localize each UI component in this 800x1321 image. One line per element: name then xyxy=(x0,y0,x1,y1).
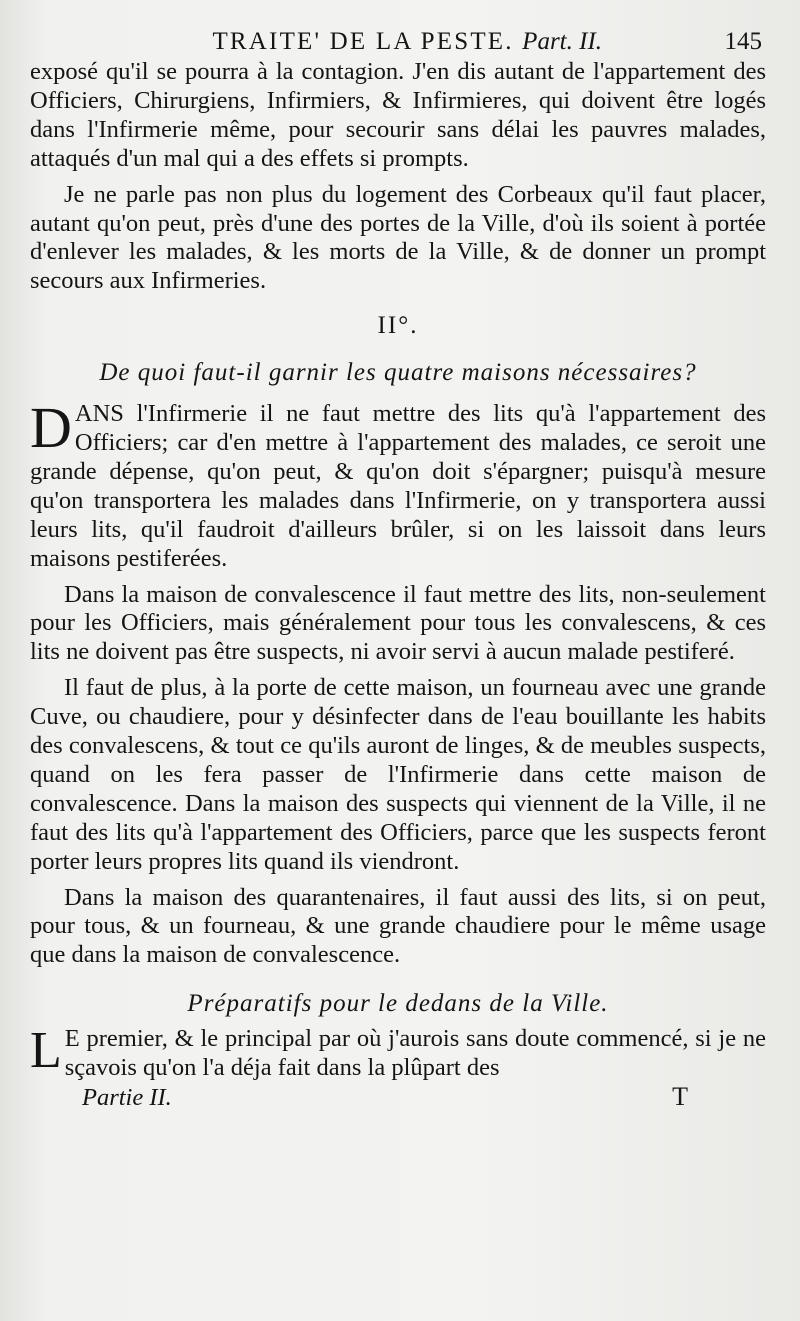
running-title-part: Part. II. xyxy=(522,28,603,55)
drop-cap: D xyxy=(30,395,72,461)
section-title: De quoi faut-il garnir les quatre maisons nécessaires? xyxy=(99,359,697,387)
paragraph-corbeaux: Je ne parle pas non plus du logement des Corbeaux qu'il faut placer, autant qu'on peut, près d'une des portes de la Ville, d'où ils soient à portée d'enlever les malades, & les morts de la Ville, & de donner un prompt secours aux Infirmeries. xyxy=(30,180,766,295)
paragraph-infirmerie xyxy=(30,395,766,573)
paragraph-quarantenaires: Dans la maison des quarantenaires, il faut aussi des lits, si on peut, pour tous, & un fourneau, & une grande chaudiere pour le même usage que dans la maison de convalescence. xyxy=(30,883,766,969)
lead-in: ANS xyxy=(74,400,124,428)
text-block xyxy=(30,28,766,1113)
running-title xyxy=(30,28,725,57)
paragraph-convalescence: Dans la maison de convalescence il faut mettre des lits, non-seulement pour les Officiers, mais généralement pour tous les convalescens, & ces lits ne doivent pas être suspects, ni avoir servi à aucun malade pestiferé. xyxy=(30,580,766,666)
section-number: II°. xyxy=(377,312,419,340)
paragraph-text: l'Infirmerie il ne faut mettre des lits qu'à l'appartement des Officiers; car d'en mettre à l'appartement des malades, ce seroit une grande dépense, qu'on peut, & qu'on doit s'épargner; puisqu'à mesure qu'on transportera les malades dans l'Infirmerie, on y transportera aussi leurs lits, qu'il faudroit d'ailleurs brûler, si on les laissoit dans leurs maisons pestiferées. xyxy=(30,400,766,572)
page-number: 145 xyxy=(724,28,762,55)
paragraph-continuation: exposé qu'il se pourra à la contagion. J'en dis autant de l'appartement des Officiers, Chirurgiens, Infirmiers, & Infirmieres, qui doivent être logés dans l'Infirmerie même, pour secourir sans délai les pauvres malades, attaqués d'un mal qui a des effets si prompts. xyxy=(30,58,766,172)
page-footer xyxy=(30,1083,766,1113)
paragraph-fourneau: Il faut de plus, à la porte de cette maison, un fourneau avec une grande Cuve, ou chaudiere, pour y désinfecter dans de l'eau bouillante les habits des convalescens, & tout ce qu'ils auront de linges, & de meubles suspects, quand on les fera passer de l'Infirmerie dans cette maison de convalescence. Dans la maison des suspects qui viennent de la Ville, il ne faut des lits qu'à l'appartement des Officiers, parce que les suspects feront porter leurs propres lits quand ils viendront. xyxy=(30,674,766,875)
signature-part: Partie II. xyxy=(82,1084,172,1111)
signature-mark: T xyxy=(672,1082,688,1111)
paragraph-preparatifs xyxy=(30,1022,766,1083)
drop-cap: L xyxy=(30,1022,62,1080)
running-head xyxy=(30,28,766,58)
subsection-title: Préparatifs pour le dedans de la Ville. xyxy=(187,990,609,1018)
running-title-text: TRAITE' DE LA PESTE. xyxy=(212,28,514,55)
paragraph-text: E premier, & le principal par où j'aurois sans doute commencé, si je ne sçavois qu'on l'a déja fait dans la plûpart des xyxy=(64,1025,766,1082)
